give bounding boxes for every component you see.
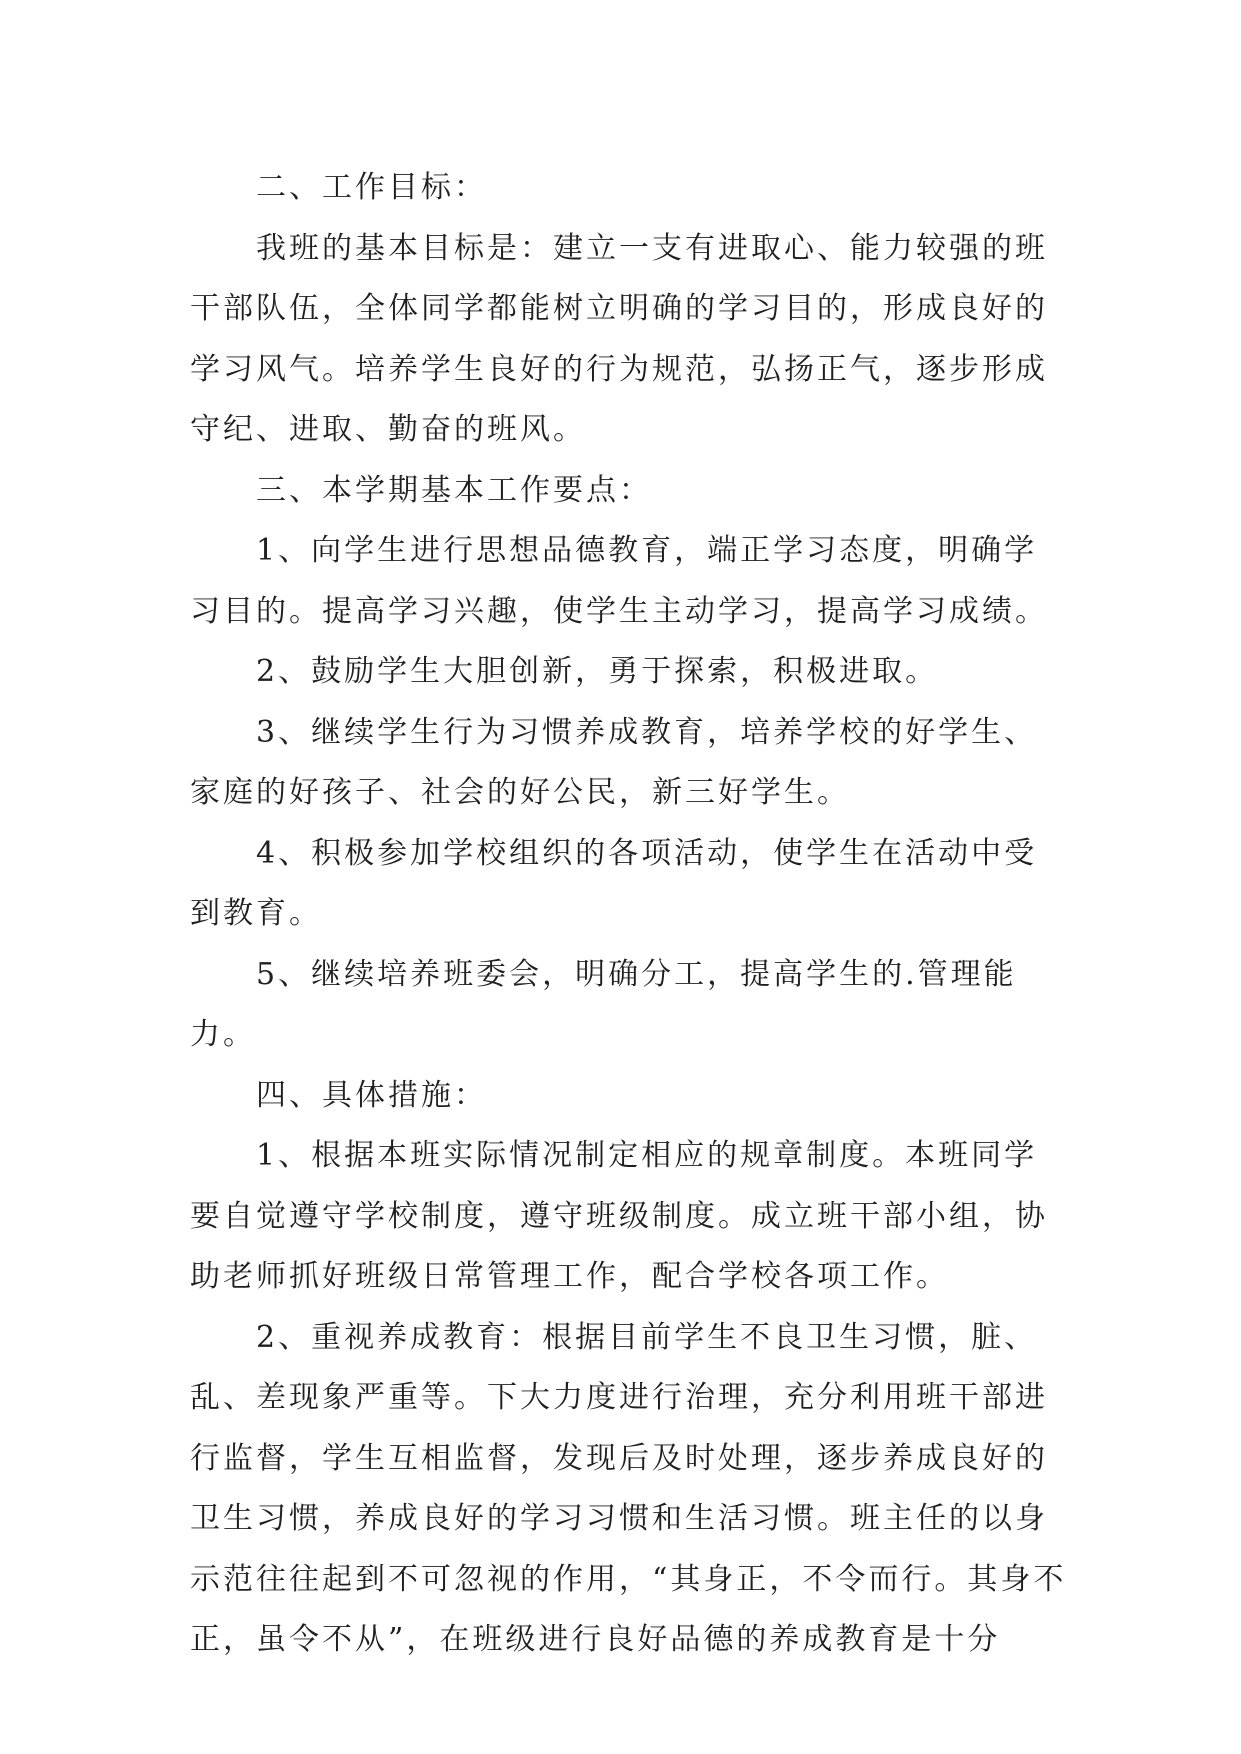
paragraph-point-5: 5、继续培养班委会，明确分工，提高学生的.管理能力。 [190,956,1017,1052]
paragraph-point-2: 2、鼓励学生大胆创新，勇于探索，积极进取。 [256,654,939,689]
paragraph-point-3: 3、继续学生行为习惯养成教育，培养学校的好学生、家庭的好孩子、社会的好公民，新三好学生。 [190,714,1038,810]
section-heading-key-points: 三、本学期基本工作要点： [256,472,652,508]
section-heading-measures: 四、具体措施： [256,1077,487,1113]
paragraph-goals-text: 我班的基本目标是：建立一支有进取心、能力较强的班干部队伍，全体同学都能树立明确的学习目的，形成良好的学习风气。培养学生良好的行为规范，弘扬正气，逐步形成守纪、进取、勤奋的班风。 [190,230,1048,447]
paragraph-measure-1: 1、根据本班实际情况制定相应的规章制度。本班同学要自觉遵守学校制度，遵守班级制度。成立班干部小组，协助老师抓好班级日常管理工作，配合学校各项工作。 [190,1138,1048,1294]
document-body [190,158,1070,1671]
paragraph-point-4: 4、积极参加学校组织的各项活动，使学生在活动中受到教育。 [190,835,1038,931]
section-heading-goals: 二、工作目标： [256,170,487,205]
paragraph-point-1: 1、向学生进行思想品德教育，端正学习态度，明确学习目的。提高学习兴趣，使学生主动学习，提高学习成绩。 [190,533,1048,629]
paragraph-measure-2: 2、重视养成教育：根据目前学生不良卫生习惯，脏、乱、差现象严重等。下大力度进行治理，充分利用班干部进行监督，学生互相监督，发现后及时处理，逐步养成良好的卫生习惯，养成良好的学习习惯和生活习惯。班主任的以身示范往往起到不可忽视的作用，“其身正，不令而行。其身不正，虽令不从”，在班级进行良好品德的养成教育是十分 [190,1319,1067,1657]
